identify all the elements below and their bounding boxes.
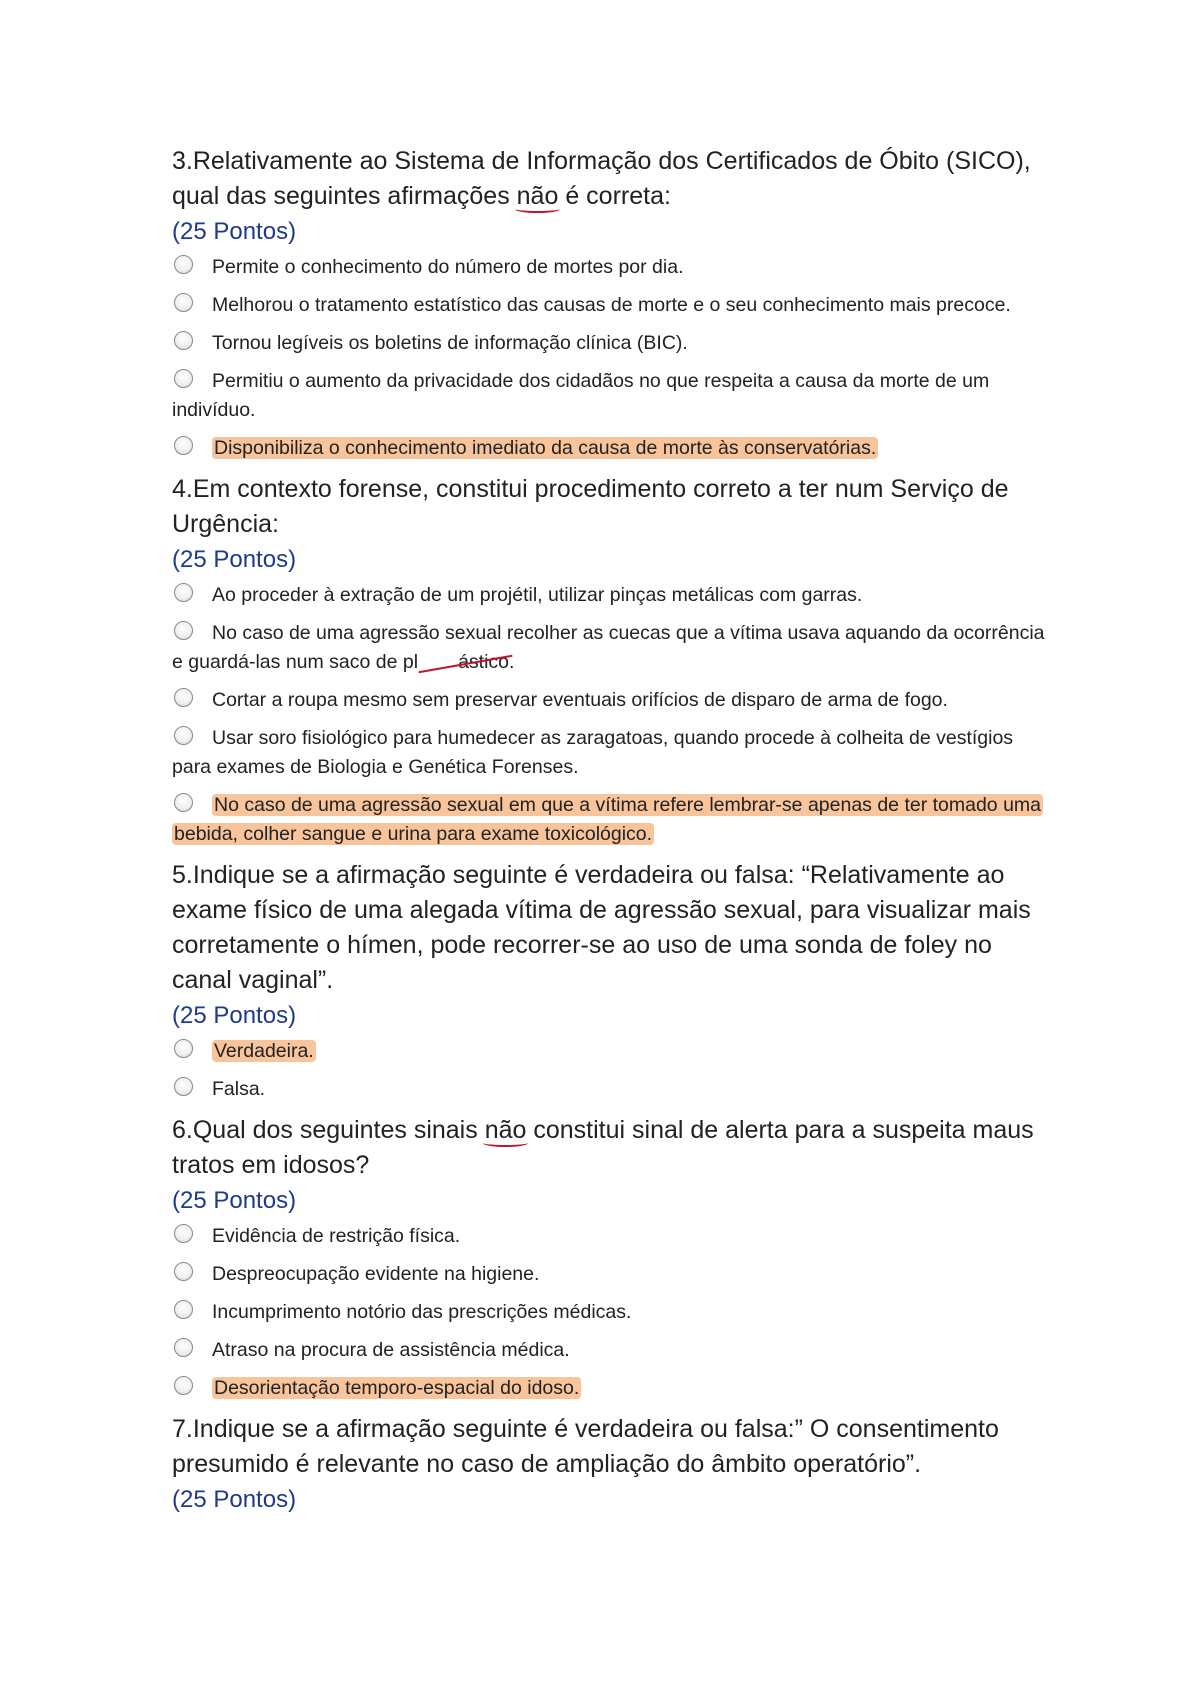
answer-option-label-part-a: No caso de uma agressão sexual recolher as cuecas que a vítima usava aquando da ocorrência e guardá-las num saco de pl bbox=[172, 622, 1045, 673]
answer-option-label: No caso de uma agressão sexual em que a vítima refere lembrar-se apenas de ter tomado uma bebida, colher sangue e urina para exame toxicológico. bbox=[174, 794, 1042, 845]
answer-option[interactable] bbox=[172, 253, 1052, 282]
radio-button-icon[interactable] bbox=[174, 1338, 193, 1357]
question-4-points: (25 Pontos) bbox=[172, 546, 297, 573]
radio-button-icon[interactable] bbox=[174, 793, 193, 812]
answer-option[interactable] bbox=[172, 1222, 1052, 1251]
answer-option-label: Desorientação temporo-espacial do idoso. bbox=[214, 1377, 580, 1399]
radio-button-icon[interactable] bbox=[174, 1039, 193, 1058]
answer-option-label bbox=[172, 622, 1045, 673]
quiz-page bbox=[172, 144, 1052, 1521]
question-6 bbox=[172, 1113, 1052, 1403]
answer-option-label: Verdadeira. bbox=[214, 1040, 314, 1062]
question-7 bbox=[172, 1412, 1052, 1517]
underlined-word: não bbox=[517, 179, 559, 214]
answer-option-highlighted[interactable] bbox=[172, 791, 1052, 849]
answer-option-highlighted[interactable] bbox=[172, 1037, 1052, 1066]
answer-option-label: Disponibiliza o conhecimento imediato da causa de morte às conservatórias. bbox=[214, 437, 877, 459]
question-3 bbox=[172, 144, 1052, 463]
radio-button-icon[interactable] bbox=[174, 369, 193, 388]
answer-option-label-part-b: . bbox=[509, 651, 515, 673]
answer-option-label: Ao proceder à extração de um projétil, utilizar pinças metálicas com garras. bbox=[212, 584, 863, 606]
answer-option-label: Evidência de restrição física. bbox=[212, 1225, 461, 1247]
answer-option-label: Atraso na procura de assistência médica. bbox=[212, 1339, 570, 1361]
radio-button-icon[interactable] bbox=[174, 255, 193, 274]
radio-button-icon[interactable] bbox=[174, 1300, 193, 1319]
answer-option-label: Despreocupação evidente na higiene. bbox=[212, 1263, 540, 1285]
question-4-text: 4.Em contexto forense, constitui procedimento correto a ter num Serviço de Urgência: bbox=[172, 475, 1009, 538]
radio-button-icon[interactable] bbox=[174, 1262, 193, 1281]
answer-option[interactable] bbox=[172, 724, 1052, 782]
radio-button-icon[interactable] bbox=[174, 726, 193, 745]
question-3-text bbox=[172, 144, 1052, 214]
answer-option-highlighted[interactable] bbox=[172, 1374, 1052, 1403]
radio-button-icon[interactable] bbox=[174, 1077, 193, 1096]
answer-option[interactable] bbox=[172, 619, 1052, 677]
answer-option[interactable] bbox=[172, 291, 1052, 320]
answer-option[interactable] bbox=[172, 329, 1052, 358]
question-6-points: (25 Pontos) bbox=[172, 1187, 297, 1214]
question-5 bbox=[172, 858, 1052, 1104]
question-6-text bbox=[172, 1113, 1052, 1183]
radio-button-icon[interactable] bbox=[174, 331, 193, 350]
answer-option[interactable] bbox=[172, 367, 1052, 425]
answer-option-label: Tornou legíveis os boletins de informação clínica (BIC). bbox=[212, 332, 688, 354]
struck-text: ástico bbox=[418, 648, 509, 677]
radio-button-icon[interactable] bbox=[174, 436, 193, 455]
answer-option-label: Falsa. bbox=[212, 1078, 266, 1100]
answer-option-label: Permitiu o aumento da privacidade dos cidadãos no que respeita a causa da morte de um indivíduo. bbox=[172, 370, 990, 421]
radio-button-icon[interactable] bbox=[174, 1224, 193, 1243]
answer-option-label: Melhorou o tratamento estatístico das causas de morte e o seu conhecimento mais precoce. bbox=[212, 294, 1011, 316]
radio-button-icon[interactable] bbox=[174, 1376, 193, 1395]
answer-option-label: Usar soro fisiológico para humedecer as zaragatoas, quando procede à colheita de vestígios para exames de Biologia e Genética Forenses. bbox=[172, 727, 1014, 778]
answer-option-highlighted[interactable] bbox=[172, 434, 1052, 463]
question-7-points: (25 Pontos) bbox=[172, 1486, 297, 1513]
answer-option[interactable] bbox=[172, 686, 1052, 715]
question-3-text-part-a: 3.Relativamente ao Sistema de Informação dos Certificados de Óbito (SICO), qual das seguintes afirmações bbox=[172, 147, 1031, 210]
question-6-text-part-a: 6.Qual dos seguintes sinais bbox=[172, 1116, 485, 1144]
question-5-text: 5.Indique se a afirmação seguinte é verdadeira ou falsa: “Relativamente ao exame físico de uma alegada vítima de agressão sexual, para visualizar mais corretamente o hímen, pode recorrer-se ao uso de uma sonda de foley no canal vaginal”. bbox=[172, 861, 1031, 994]
question-3-points: (25 Pontos) bbox=[172, 218, 297, 245]
radio-button-icon[interactable] bbox=[174, 621, 193, 640]
radio-button-icon[interactable] bbox=[174, 583, 193, 602]
answer-option-label: Incumprimento notório das prescrições médicas. bbox=[212, 1301, 632, 1323]
radio-button-icon[interactable] bbox=[174, 293, 193, 312]
underlined-word: não bbox=[485, 1113, 527, 1148]
answer-option-label: Permite o conhecimento do número de mortes por dia. bbox=[212, 256, 684, 278]
question-7-text: 7.Indique se a afirmação seguinte é verdadeira ou falsa:” O consentimento presumido é relevante no caso de ampliação do âmbito operatório”. bbox=[172, 1415, 999, 1478]
question-6-text-part-b: constitui sinal de alerta para a suspeita maus tratos em idosos? bbox=[172, 1116, 1034, 1179]
answer-option[interactable] bbox=[172, 1336, 1052, 1365]
question-5-points: (25 Pontos) bbox=[172, 1002, 297, 1029]
question-4 bbox=[172, 472, 1052, 849]
radio-button-icon[interactable] bbox=[174, 688, 193, 707]
answer-option[interactable] bbox=[172, 1075, 1052, 1104]
answer-option[interactable] bbox=[172, 1260, 1052, 1289]
answer-option[interactable] bbox=[172, 1298, 1052, 1327]
question-3-text-part-b: é correta: bbox=[558, 182, 671, 210]
answer-option-label: Cortar a roupa mesmo sem preservar eventuais orifícios de disparo de arma de fogo. bbox=[212, 689, 948, 711]
answer-option[interactable] bbox=[172, 581, 1052, 610]
